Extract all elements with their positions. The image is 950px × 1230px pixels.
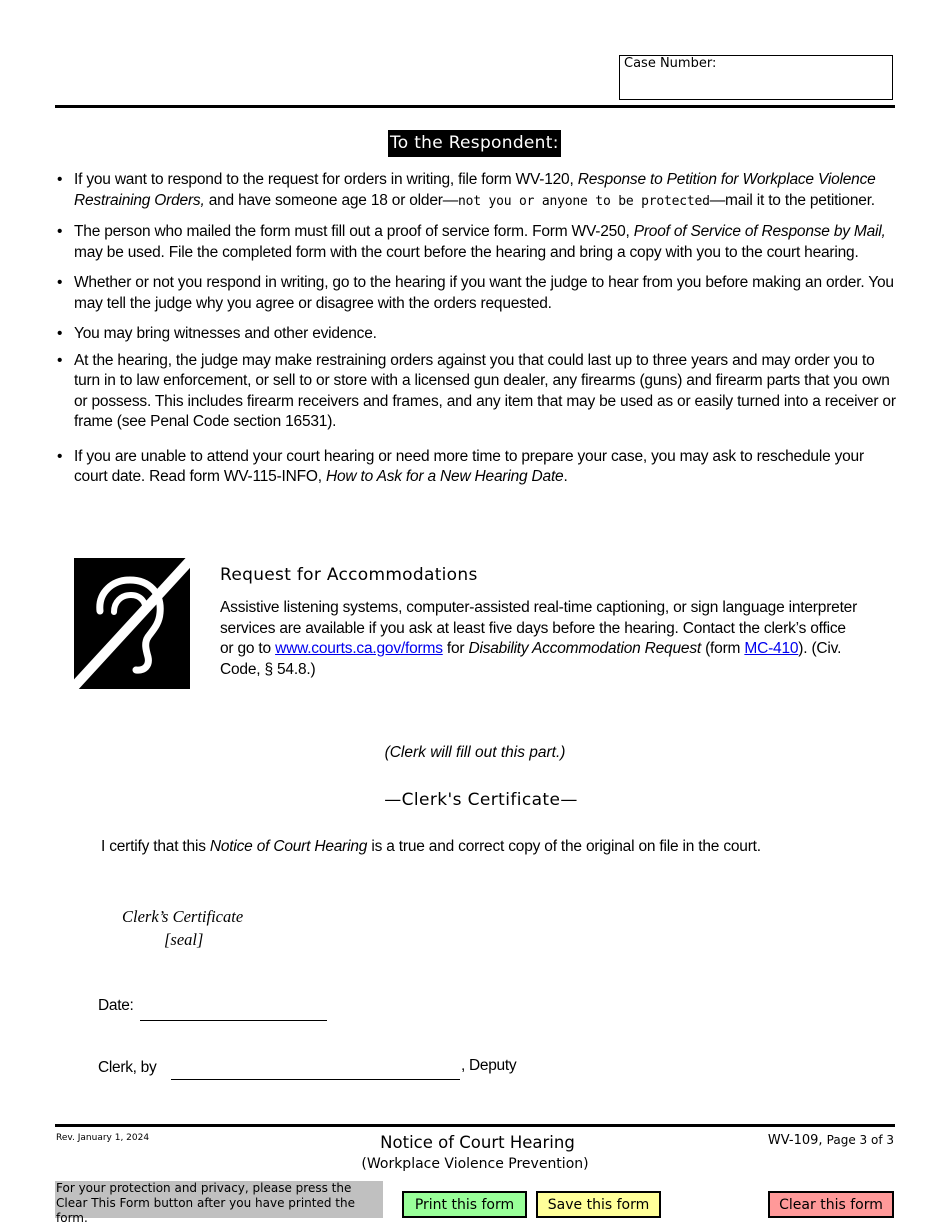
list-item <box>55 170 898 212</box>
instruction-list <box>55 170 898 498</box>
certify-statement <box>101 838 761 856</box>
bullet-text: . <box>563 468 568 485</box>
mc-410-link[interactable]: MC-410 <box>744 640 799 657</box>
form-title-text: How to Ask for a New Hearing Date <box>326 468 564 485</box>
bullet-emphasis-text: not you or anyone to be protected <box>458 193 710 209</box>
page-title: To the Respondent: <box>388 130 561 157</box>
bullet-text: The person who mailed the form must fill out a proof of service form. Form WV-250, <box>74 223 634 240</box>
bullet-text: —mail it to the petitioner. <box>709 191 875 209</box>
hearing-assistance-icon <box>74 558 190 689</box>
courts-forms-link[interactable]: www.courts.ca.gov/forms <box>275 640 443 657</box>
clerk-certificate-heading: —Clerk's Certificate— <box>384 790 578 810</box>
form-number: WV-109, <box>767 1133 823 1148</box>
clear-button[interactable]: Clear this form <box>768 1191 894 1218</box>
accommodations-body: Assistive listening systems, computer-assisted real-time captioning, or sign language interpreter services are available if you ask at least five days before the hearing. Contact the clerk’s office or go to <box>220 599 858 657</box>
accommodations-body: ). (Civ. Code, § 54.8.) <box>220 640 842 678</box>
list-item <box>55 324 898 345</box>
bullet-text: You may bring witnesses and other evidence. <box>74 325 377 342</box>
accommodations-title: Request for Accommodations <box>220 565 478 585</box>
form-title-text: Response to Petition for Workplace Violence Restraining Orders, <box>74 171 876 209</box>
certify-text: I certify that this <box>101 838 210 855</box>
bullet-text: Whether or not you respond in writing, go to the hearing if you want the judge to hear from you before making an order. You may tell the judge why you agree or disagree with the orders requested. <box>74 274 894 312</box>
date-field[interactable] <box>140 1020 327 1021</box>
list-item <box>55 447 898 488</box>
form-title: Notice of Court Hearing <box>380 1133 575 1152</box>
form-subtitle: (Workplace Violence Prevention) <box>361 1156 589 1172</box>
form-title-text: Disability Accommodation Request <box>468 640 701 657</box>
seal-placeholder: [seal] <box>164 930 204 949</box>
case-number-label: Case Number: <box>624 56 717 71</box>
case-number-field[interactable] <box>619 55 893 100</box>
privacy-note: For your protection and privacy, please press the Clear This Form button after you have printed the form. <box>55 1181 383 1218</box>
clerk-note: (Clerk will fill out this part.) <box>384 744 566 761</box>
form-title-text: Notice of Court Hearing <box>209 838 368 855</box>
clerk-name-field[interactable] <box>171 1079 460 1080</box>
form-title-text: Proof of Service of Response by Mail, <box>633 223 886 240</box>
seal-label: Clerk’s Certificate <box>122 907 244 926</box>
accommodations-body: (form <box>700 640 745 657</box>
list-item <box>55 273 898 314</box>
footer-divider <box>55 1124 895 1127</box>
list-item <box>55 222 898 263</box>
page-number: Page 3 of 3 <box>826 1133 894 1147</box>
bullet-text: may be used. File the completed form with the court before the hearing and bring a copy with you to the court hearing. <box>74 243 859 261</box>
accommodations-body: for <box>442 640 469 657</box>
form-id <box>768 1133 894 1148</box>
header-divider <box>55 105 895 108</box>
save-button[interactable]: Save this form <box>536 1191 661 1218</box>
bullet-text: At the hearing, the judge may make restraining orders against you that could last up to three years and may order you to turn in to law enforcement, or sell to or store with a licensed gun dealer, any firearms (guns) and firearm parts that you own or possess. This includes firearm receivers and frames, and any item that may be used as or easily turned into a receiver or frame (see Penal Code section 16531). <box>74 351 896 430</box>
bullet-text: If you want to respond to the request for orders in writing, file form WV-120, <box>74 171 578 188</box>
list-item <box>55 351 898 433</box>
revision-date: Rev. January 1, 2024 <box>56 1133 150 1143</box>
deputy-label: , Deputy <box>461 1057 517 1074</box>
date-label: Date: <box>98 997 134 1014</box>
bullet-text: and have someone age 18 or older— <box>204 191 459 209</box>
accommodations-text <box>220 598 860 680</box>
bullet-text: If you are unable to attend your court hearing or need more time to prepare your case, you may ask to reschedule your court date. Read form WV-115-INFO, <box>74 447 864 485</box>
print-button[interactable]: Print this form <box>402 1191 527 1218</box>
clerk-by-label: Clerk, by <box>98 1059 157 1076</box>
certify-text: is a true and correct copy of the original on file in the court. <box>367 838 761 855</box>
